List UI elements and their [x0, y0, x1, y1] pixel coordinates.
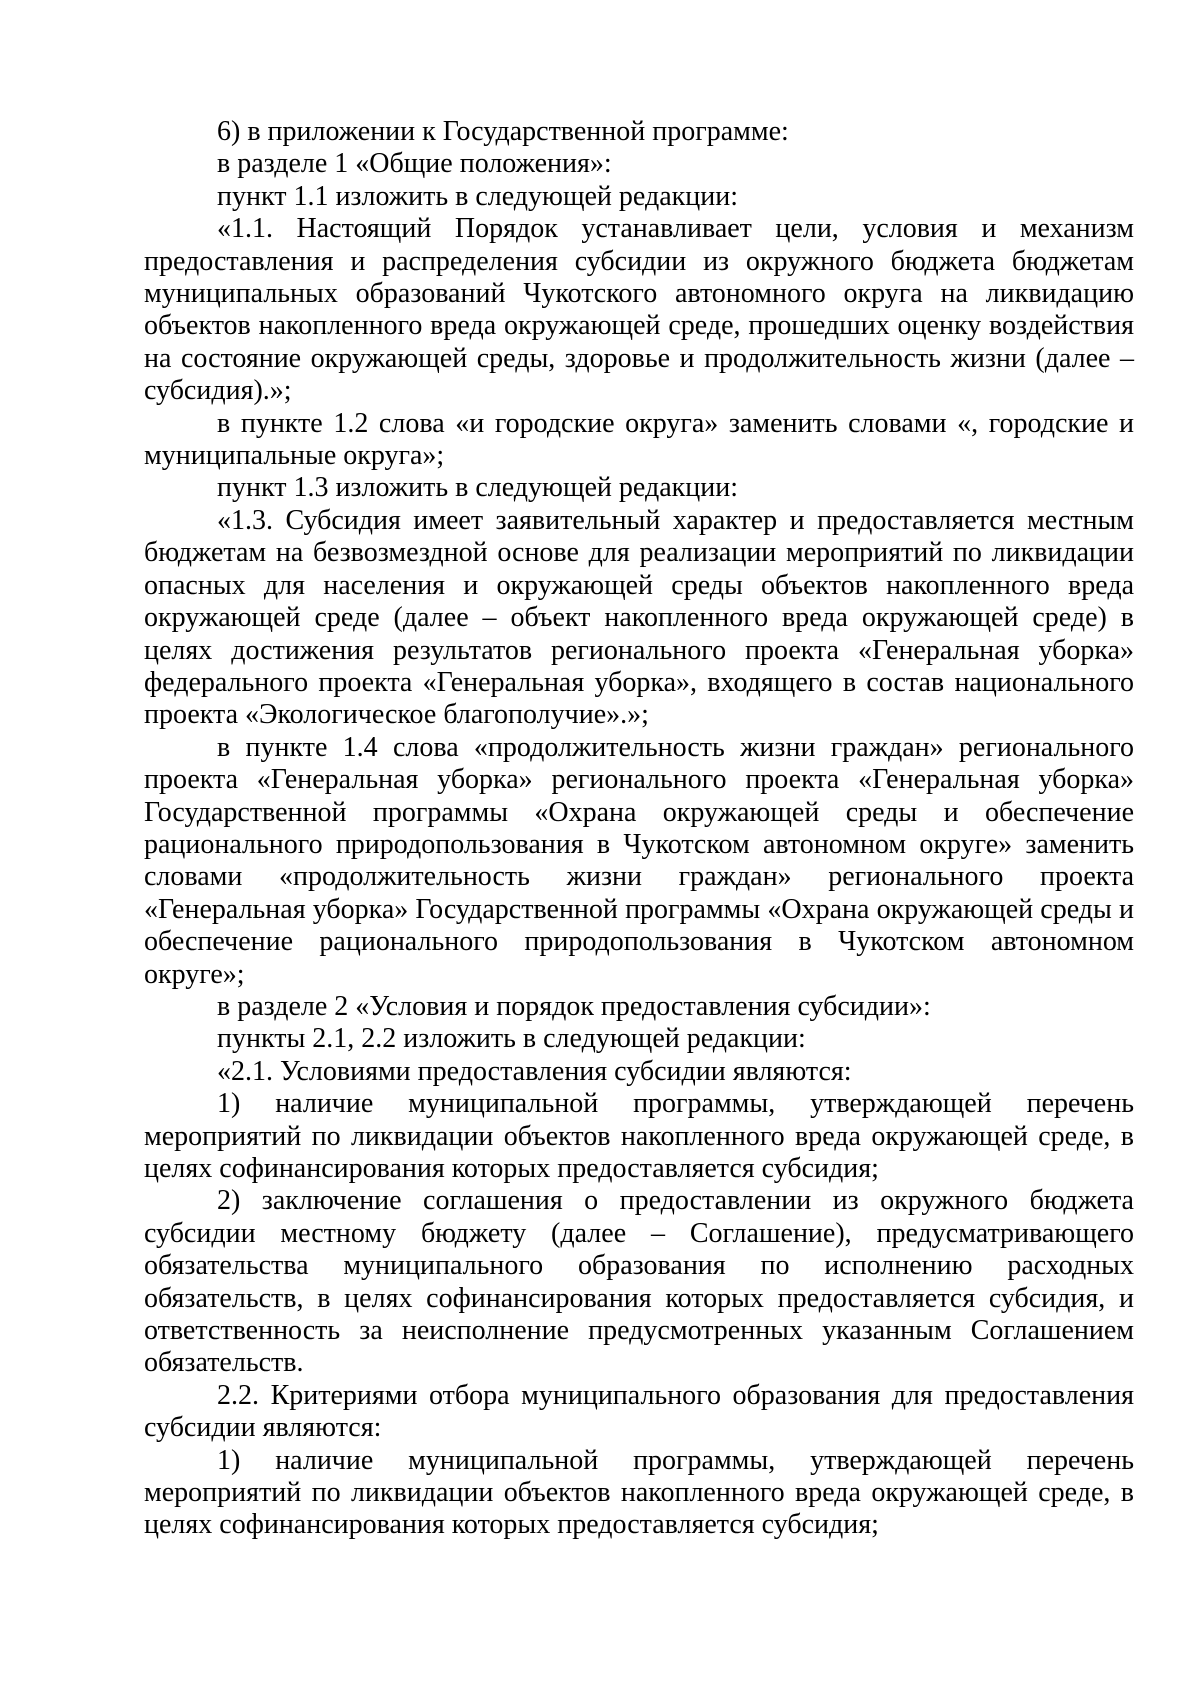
paragraph-clause-2-2-heading: 2.2. Критериями отбора муниципального образования для предоставления субсидии являются:	[144, 1379, 1134, 1444]
paragraph-clause-2-1-item-1: 1) наличие муниципальной программы, утверждающей перечень мероприятий по ликвидации объектов накопленного вреда окружающей среде, в целях софинансирования которых предоставляется субсидия;	[144, 1088, 1134, 1184]
paragraph-clause-2-2-item-1: 1) наличие муниципальной программы, утверждающей перечень мероприятий по ликвидации объектов накопленного вреда окружающей среде, в целях софинансирования которых предоставляется субсидия;	[144, 1444, 1134, 1541]
paragraph-clauses-2-1-2-2-intro: пункты 2.1, 2.2 изложить в следующей редакции:	[217, 1023, 806, 1055]
paragraph-clause-2-1-heading: «2.1. Условиями предоставления субсидии являются:	[217, 1055, 852, 1087]
paragraph-clause-1-1-intro: пункт 1.1 изложить в следующей редакции:	[217, 180, 738, 212]
paragraph-clause-1-2-amendment: в пункте 1.2 слова «и городские округа» заменить словами «, городские и муниципальные округа»;	[144, 407, 1134, 472]
paragraph-clause-1-4-amendment: в пункте 1.4 слова «продолжительность жизни граждан» регионального проекта «Генеральная уборка» регионального проекта «Генеральная уборка» Государственной программы «Охрана окружающей среды и обеспечение рационального природопользования в Чукотском автономном округе» заменить словами «продолжительность жизни граждан» регионального проекта «Генеральная уборка» Государственной программы «Охрана окружающей среды и обеспечение рационального природопользования в Чукотском автономном округе»;	[144, 731, 1134, 990]
paragraph-clause-1-3-text: «1.3. Субсидия имеет заявительный характер и предоставляется местным бюджетам на безвозмездной основе для реализации мероприятий по ликвидации опасных для населения и окружающей среды объектов накопленного вреда окружающей среде (далее – объект накопленного вреда окружающей среде) в целях достижения результатов регионального проекта «Генеральная уборка» федерального проекта «Генеральная уборка», входящего в состав национального проекта «Экологическое благополучие».»;	[144, 504, 1134, 731]
paragraph-section-1-heading: в разделе 1 «Общие положения»:	[217, 148, 612, 180]
document-body	[144, 116, 1134, 1542]
paragraph-clause-1-3-intro: пункт 1.3 изложить в следующей редакции:	[217, 472, 738, 504]
paragraph-section-2-heading: в разделе 2 «Условия и порядок предоставления субсидии»:	[217, 990, 931, 1022]
paragraph-clause-2-1-item-2: 2) заключение соглашения о предоставлении из окружного бюджета субсидии местному бюджету (далее – Соглашение), предусматривающего обязательства муниципального образования по исполнению расходных обязательств, в целях софинансирования которых предоставляется субсидия, и ответственность за неисполнение предусмотренных указанным Соглашением обязательств.	[144, 1185, 1134, 1379]
paragraph-annex-intro: 6) в приложении к Государственной программе:	[217, 116, 789, 147]
paragraph-clause-1-1-text: «1.1. Настоящий Порядок устанавливает цели, условия и механизм предоставления и распределения субсидии из окружного бюджета бюджетам муниципальных образований Чукотского автономного округа на ликвидацию объектов накопленного вреда окружающей среде, прошедших оценку воздействия на состояние окружающей среды, здоровье и продолжительность жизни (далее – субсидия).»;	[144, 213, 1134, 407]
